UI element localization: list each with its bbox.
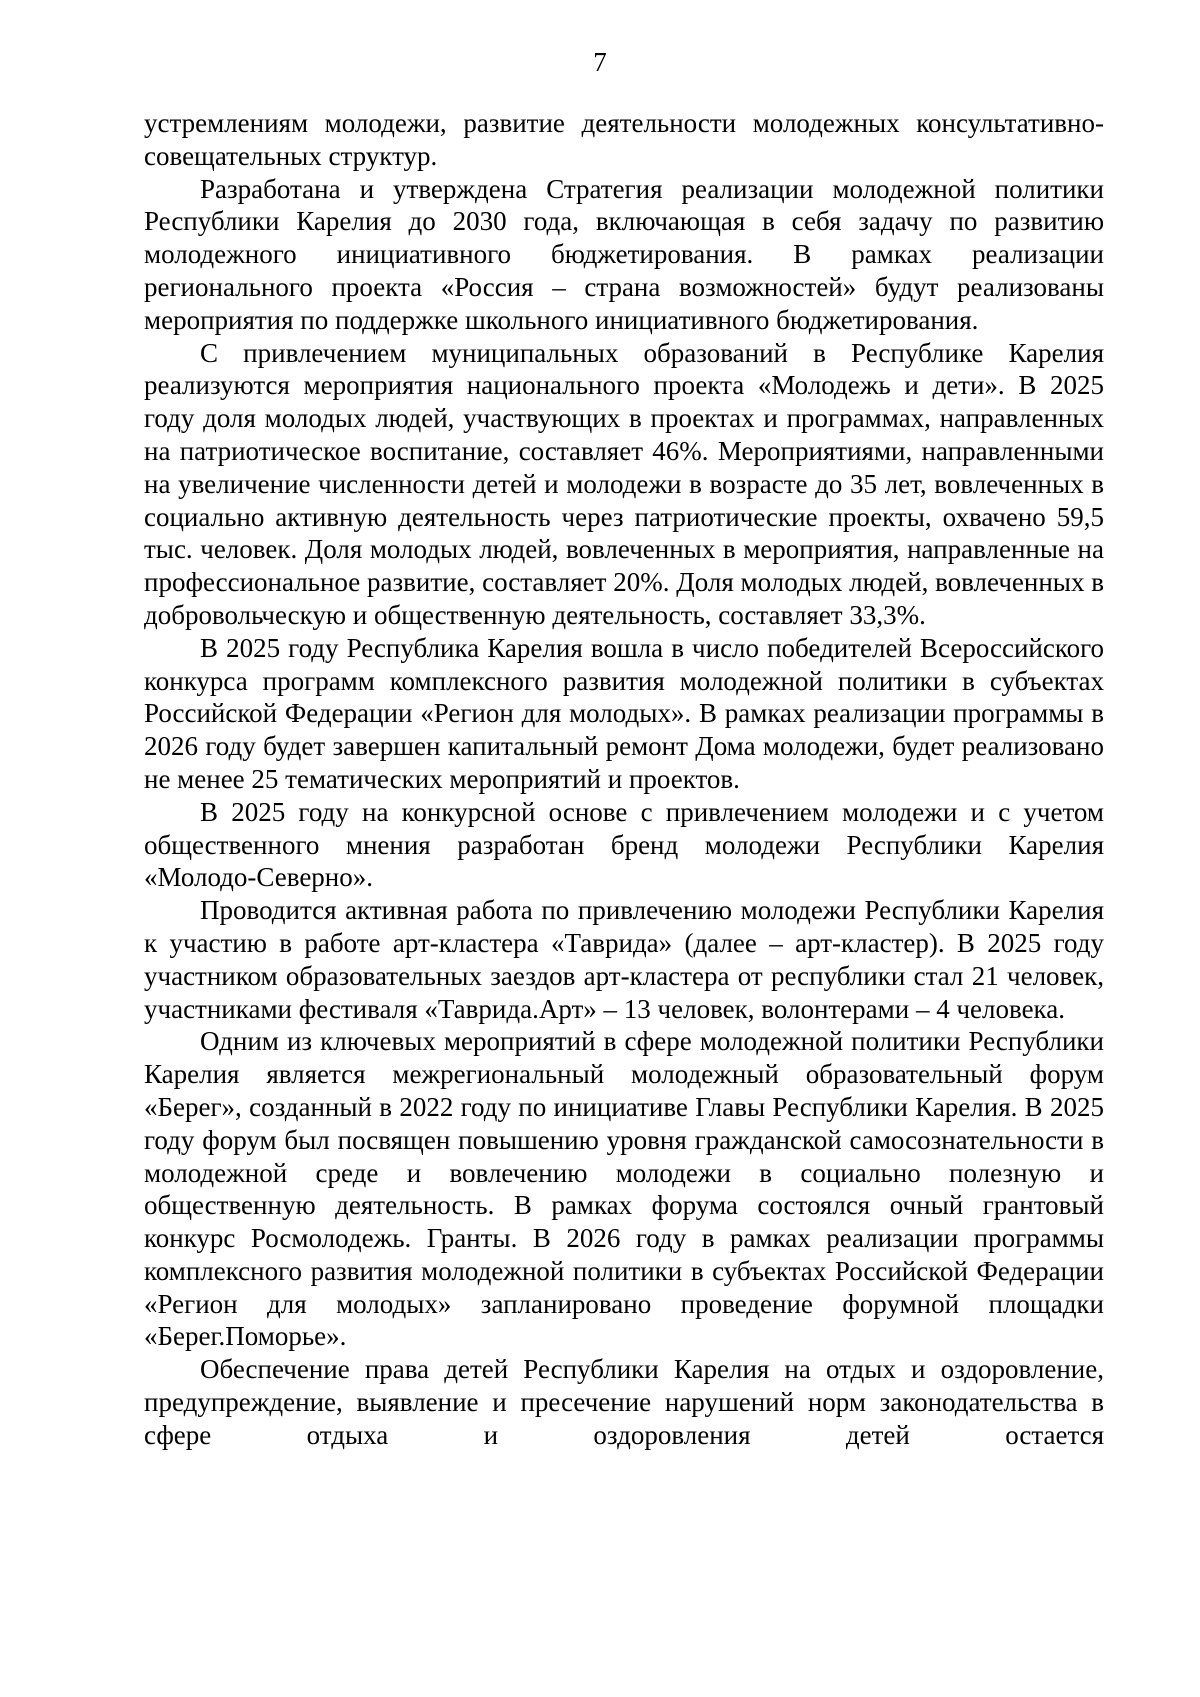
paragraph-2: Разработана и утверждена Стратегия реализации молодежной политики Республики Карелия до 2030 года, включающая в себя задачу по развитию молодежного инициативного бюджетирования. В рамках реализации регионального проекта «Россия – страна возможностей» будут реализованы мероприятия по поддержке школьного инициативного бюджетирования.: [144, 173, 1104, 335]
paragraph-8: Обеспечение права детей Республики Карелия на отдых и оздоровление, предупреждение, выявление и пресечение нарушений норм законодательства в сфере отдыха и оздоровления детей остается: [144, 1354, 1104, 1450]
paragraph-3: С привлечением муниципальных образований в Республике Карелия реализуются мероприятия национального проекта «Молодежь и дети». В 2025 году доля молодых людей, участвующих в проектах и программах, направленных на патриотическое воспитание, составляет 46%. Мероприятиями, направленными на увеличение численности детей и молодежи в возрасте до 35 лет, вовлеченных в социально активную деятельность через патриотические проекты, охвачено 59,5 тыс. человек. Доля молодых людей, вовлеченных в мероприятия, направленные на профессиональное развитие, составляет 20%. Доля молодых людей, вовлеченных в добровольческую и общественную деятельность, составляет 33,3%.: [144, 337, 1104, 630]
paragraph-4: В 2025 году Республика Карелия вошла в число победителей Всероссийского конкурса программ комплексного развития молодежной политики в субъектах Российской Федерации «Регион для молодых». В рамках реализации программы в 2026 году будет завершен капитальный ремонт Дома молодежи, будет реализовано не менее 25 тематических мероприятий и проектов.: [144, 632, 1104, 794]
paragraph-1: устремлениям молодежи, развитие деятельности молодежных консультативно-совещательных структур.: [144, 108, 1104, 171]
paragraph-5: В 2025 году на конкурсной основе с привлечением молодежи и с учетом общественного мнения разработан бренд молодежи Республики Карелия «Молодо-Северно».: [144, 796, 1104, 893]
paragraph-6: Проводится активная работа по привлечению молодежи Республики Карелия к участию в работе арт-кластера «Таврида» (далее – арт-кластер). В 2025 году участником образовательных заездов арт-кластера от республики стал 21 человек, участниками фестиваля «Таврида.Арт» – 13 человек, волонтерами – 4 человека.: [144, 895, 1104, 1024]
paragraph-7: Одним из ключевых мероприятий в сфере молодежной политики Республики Карелия является межрегиональный молодежный образовательный форум «Берег», созданный в 2022 году по инициативе Главы Республики Карелия. В 2025 году форум был посвящен повышению уровня гражданской самосознательности в молодежной среде и вовлечению молодежи в социально полезную и общественную деятельность. В рамках форума состоялся очный грантовый конкурс Росмолодежь. Гранты. В 2026 году в рамках реализации программы комплексного развития молодежной политики в субъектах Российской Федерации «Регион для молодых» запланировано проведение форумной площадки «Берег.Поморье».: [144, 1026, 1104, 1352]
document-body: [144, 107, 1104, 1452]
page-number: 7: [593, 47, 607, 77]
